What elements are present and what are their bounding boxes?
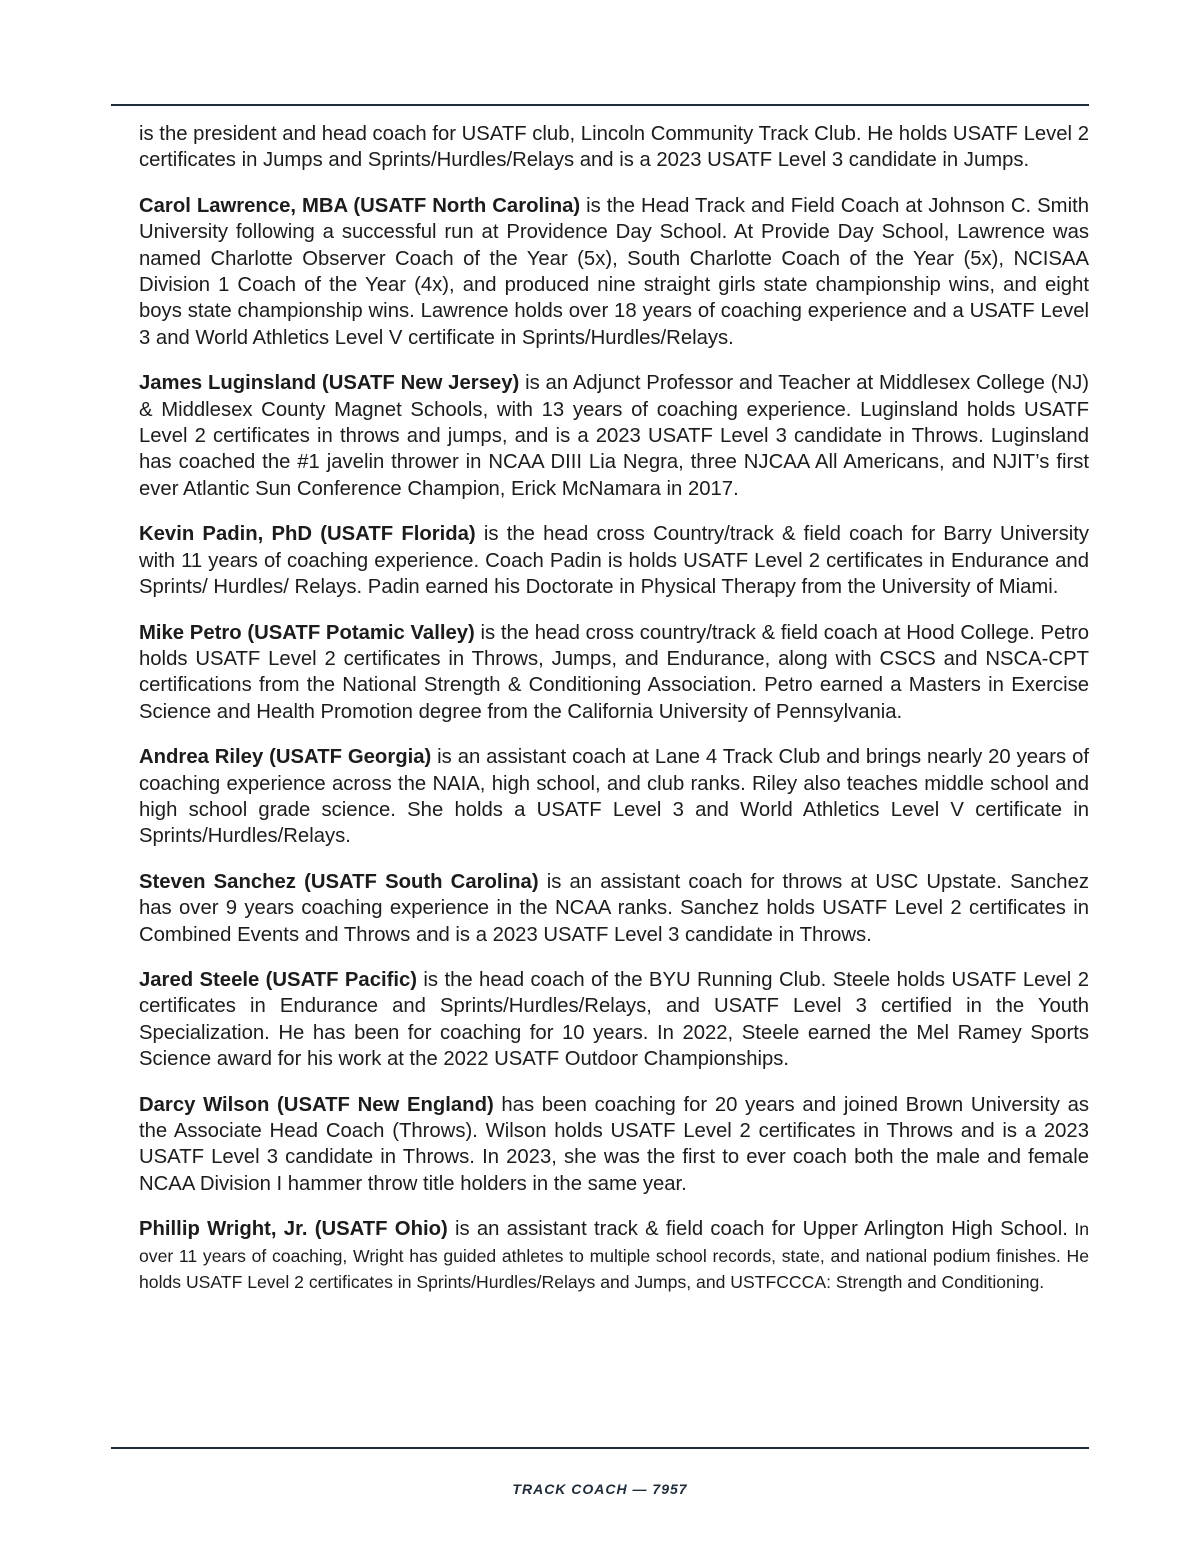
bio-text: is the head cross country/track & field coach at Hood College. Petro holds USATF Level 2 certificates in Throws, Jumps, and Endurance, along with CSCS and NSCA-CPT certifications from the National Strength & Conditioning Association. Petro earned a Masters in Exercise Science and Health Promotion degree from the California University of Pennsylvania. <box>139 621 1089 723</box>
bio-text-small: In over 11 years of coaching, Wright has guided athletes to multiple school records, state, and national podium finishes. He holds USATF Level 2 certificates in Sprints/Hurdles/Relays and Jumps, and USTFCCCA: Strength and Conditioning. <box>139 1219 1090 1293</box>
bio-text: has been coaching for 20 years and joined Brown University as the Associate Head Coach (Throws). Wilson holds USATF Level 2 certificates in Throws and is a 2023 USATF Level 3 candidate in Throws. In 2023, she was the first to ever coach both the male and female NCAA Division I hammer throw title holders in the same year. <box>139 1093 1089 1195</box>
top-rule <box>111 104 1089 106</box>
bio-paragraph <box>139 193 1089 351</box>
bio-text: is the president and head coach for USATF club, Lincoln Community Track Club. He holds USATF Level 2 certificates in Jumps and Sprints/Hurdles/Relays and is a 2023 USATF Level 3 candidate in Jumps. <box>139 123 1089 172</box>
coach-name: Darcy Wilson (USATF New England) <box>139 1093 494 1116</box>
coach-name: James Luginsland (USATF New Jersey) <box>139 372 520 395</box>
bio-text: is the Head Track and Field Coach at Johnson C. Smith University following a successful run at Providence Day School. At Provide Day School, Lawrence was named Charlotte Observer Coach of the Year (5x), South Charlotte Coach of the Year (5x), NCISAA Division 1 Coach of the Year (4x), and produced nine straight girls state championship wins, and eight boys state championship wins. Lawrence holds over 18 years of coaching experience and a USATF Level 3 and World Athletics Level V certificate in Sprints/Hurdles/Relays. <box>139 194 1089 349</box>
coach-name: Carol Lawrence, MBA (USATF North Carolina) <box>139 194 581 217</box>
bio-text: is the head coach of the BYU Running Club. Steele holds USATF Level 2 certificates in Endurance and Sprints/Hurdles/Relays, and USATF Level 3 certified in the Youth Specialization. He has been for coaching for 10 years. In 2022, Steele earned the Mel Ramey Sports Science award for his work at the 2022 USATF Outdoor Championships. <box>139 968 1089 1071</box>
bio-list <box>139 121 1089 1314</box>
bottom-rule <box>111 1447 1089 1449</box>
bio-paragraph <box>139 1092 1089 1198</box>
coach-name: Steven Sanchez (USATF South Carolina) <box>139 870 539 893</box>
bio-paragraph <box>139 521 1089 600</box>
bio-paragraph <box>139 620 1089 726</box>
coach-name: Phillip Wright, Jr. (USATF Ohio) <box>139 1218 448 1241</box>
bio-paragraph <box>139 967 1089 1073</box>
coach-name: Kevin Padin, PhD (USATF Florida) <box>139 523 476 546</box>
coach-name: Andrea Riley (USATF Georgia) <box>139 746 432 769</box>
bio-text: is an assistant track & field coach for Upper Arlington High School. <box>447 1218 1068 1241</box>
bio-paragraph <box>139 744 1089 850</box>
bio-text: is an assistant coach at Lane 4 Track Club and brings nearly 20 years of coaching experience across the NAIA, high school, and club ranks. Riley also teaches middle school and high school grade science. She holds a USATF Level 3 and World Athletics Level V certificate in Sprints/Hurdles/Relays. <box>139 746 1089 848</box>
bio-paragraph <box>139 370 1089 502</box>
bio-paragraph <box>139 869 1089 948</box>
coach-name: Mike Petro (USATF Potamic Valley) <box>139 621 475 644</box>
page-footer: TRACK COACH — 7957 <box>512 1481 688 1497</box>
bio-paragraph <box>139 121 1089 174</box>
coach-name: Jared Steele (USATF Pacific) <box>139 968 418 991</box>
bio-text: is an assistant coach for throws at USC Upstate. Sanchez has over 9 years coaching experience in the NCAA ranks. Sanchez holds USATF Level 2 certificates in Combined Events and Throws and is a 2023 USATF Level 3 candidate in Throws. <box>139 870 1089 946</box>
bio-paragraph <box>139 1216 1089 1295</box>
bio-text: is an Adjunct Professor and Teacher at Middlesex College (NJ) & Middlesex County Magnet Schools, with 13 years of coaching experience. Luginsland holds USATF Level 2 certificates in throws and jumps, and is a 2023 USATF Level 3 candidate in Throws. Luginsland has coached the #1 javelin thrower in NCAA DIII Lia Negra, three NJCAA All Americans, and NJIT’s first ever Atlantic Sun Conference Champion, Erick McNamara in 2017. <box>139 372 1089 500</box>
bio-text: is the head cross Country/track & field coach for Barry University with 11 years of coaching experience. Coach Padin is holds USATF Level 2 certificates in Endurance and Sprints/ Hurdles/ Relays. Padin earned his Doctorate in Physical Therapy from the University of Miami. <box>139 523 1089 599</box>
